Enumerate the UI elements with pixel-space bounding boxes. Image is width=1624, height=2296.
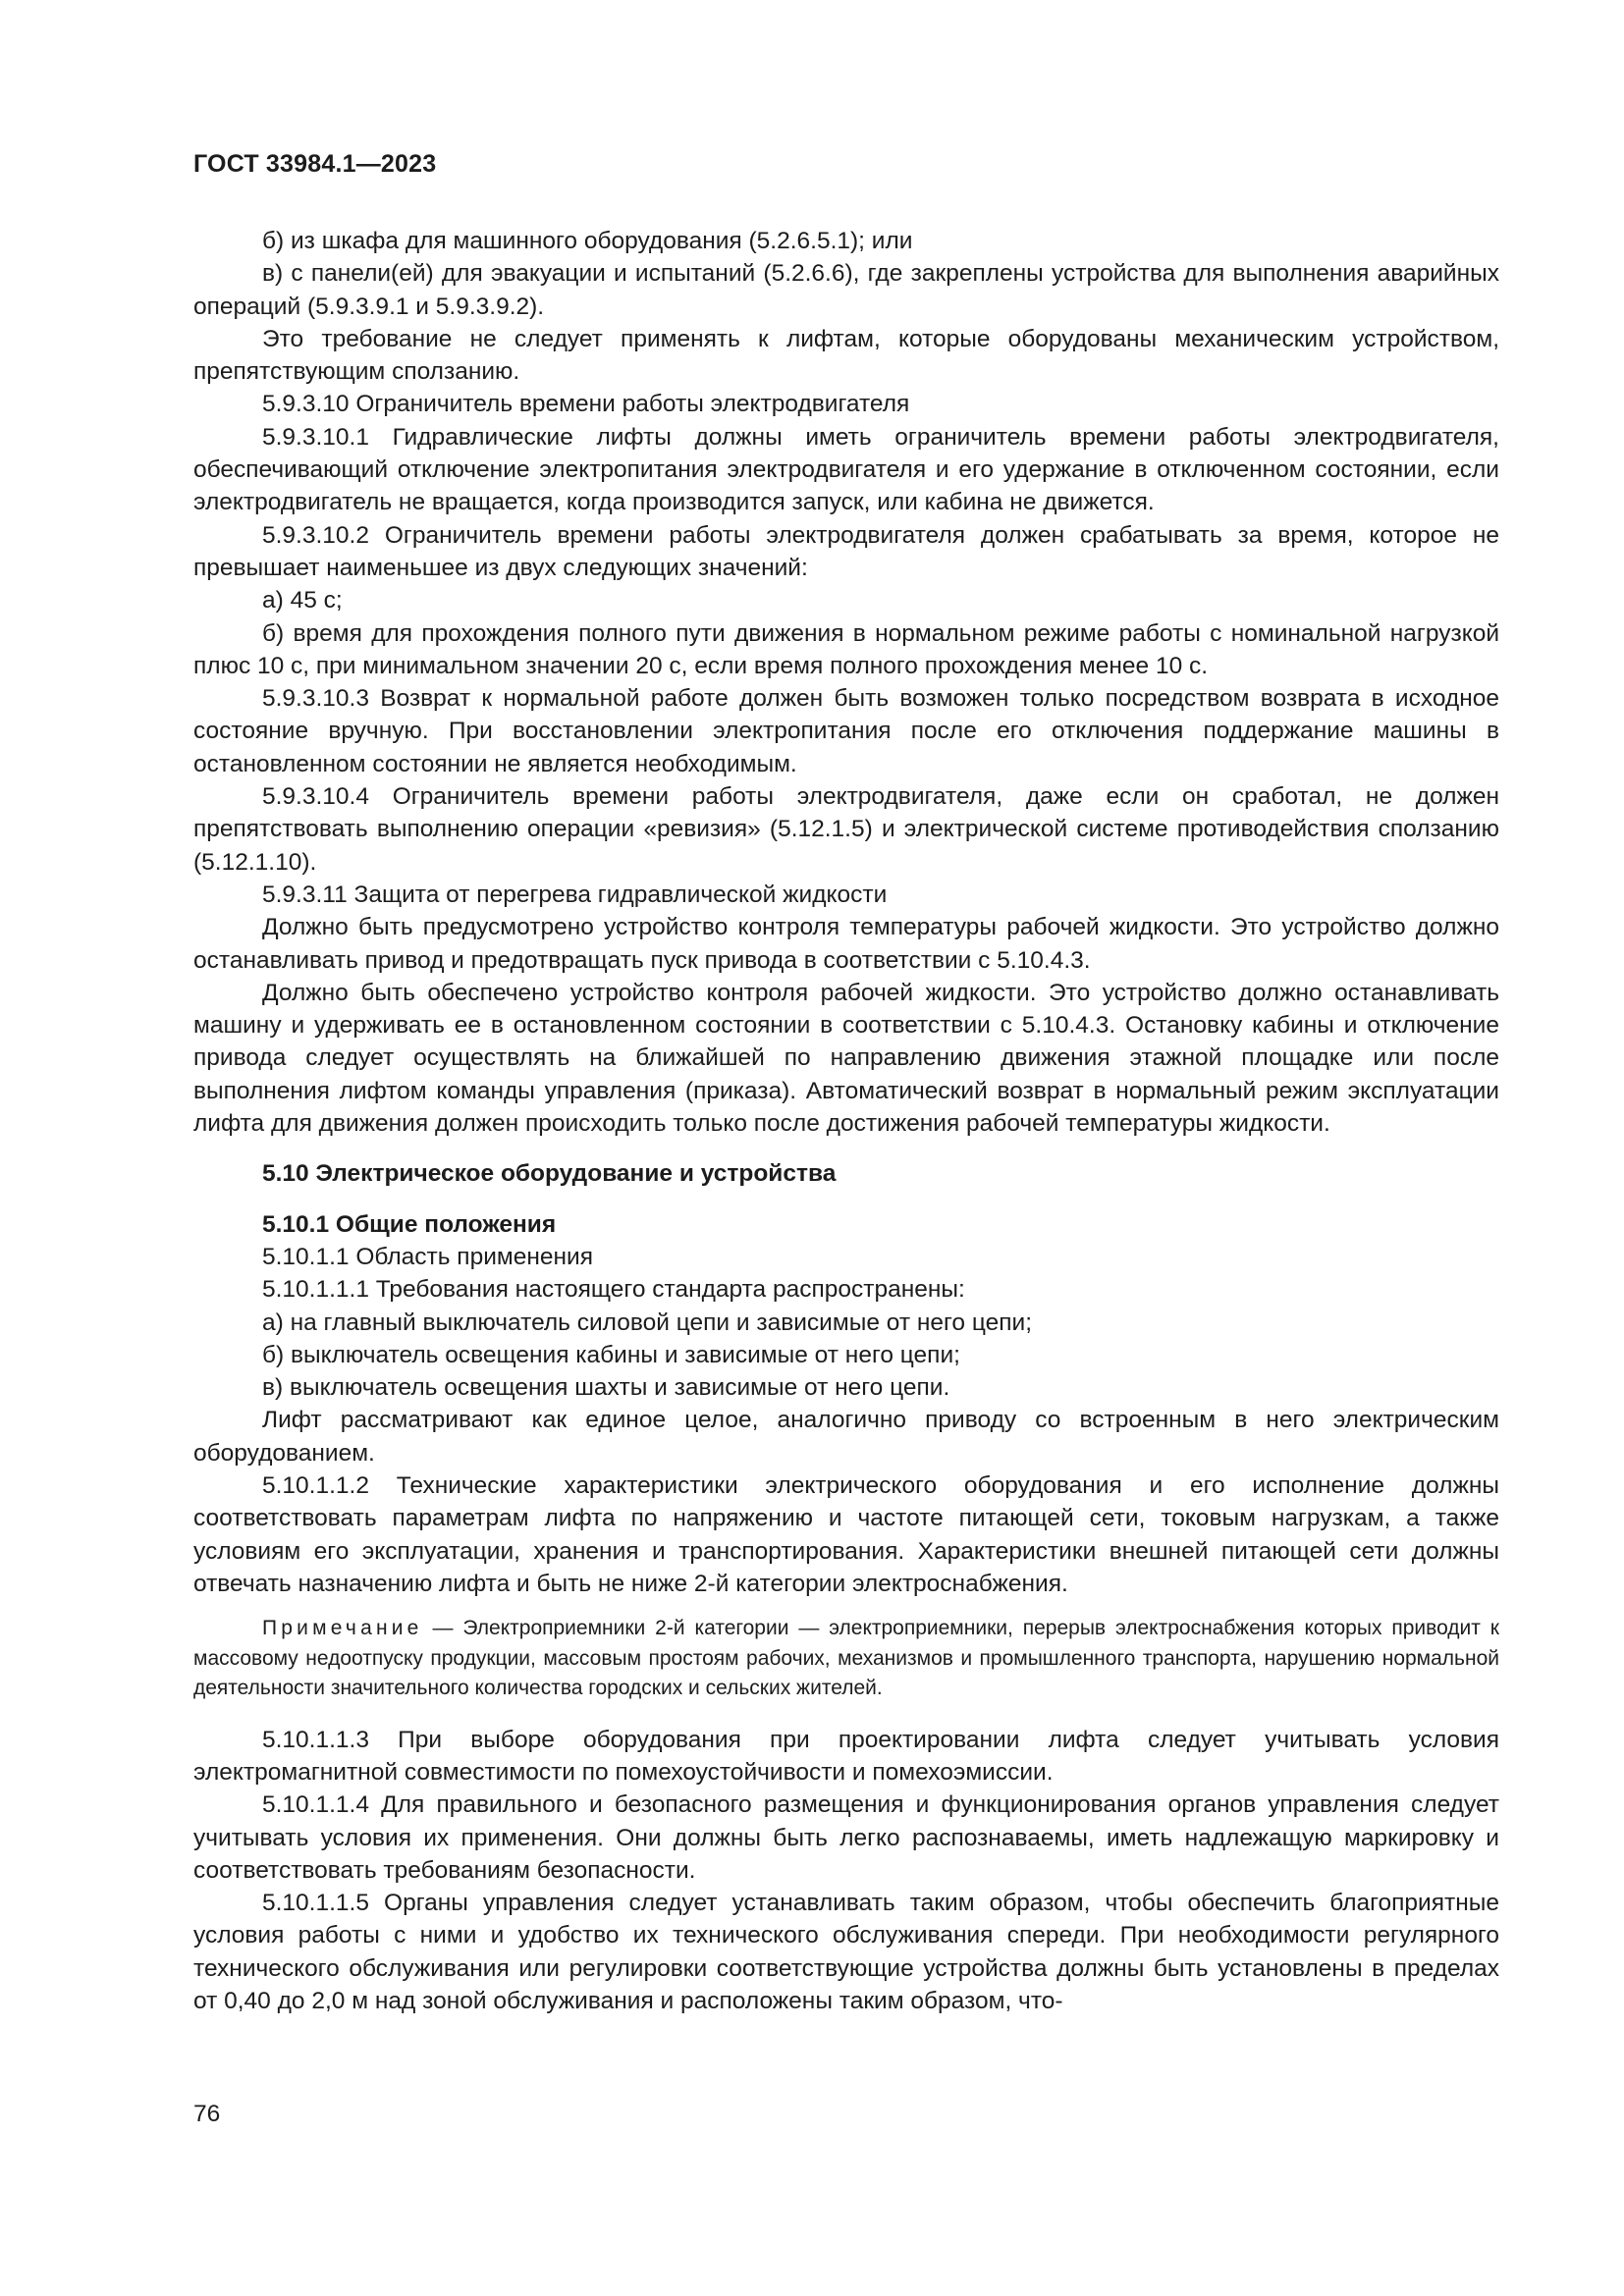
paragraph: 5.10.1.1.4 Для правильного и безопасного размещения и функционирования органов управления следует учитывать условия их применения. Они должны быть легко распознаваемы, иметь надлежащую маркировку и соответствовать требованиям безопасности. [193,1791,1499,1884]
paragraph: 5.9.3.10.4 Ограничитель времени работы электродвигателя, даже если он сработал, не должен препятствовать выполнению операции «ревизия» (5.12.1.5) и электрической системе противодействия сползанию (5.12.1.10). [193,783,1499,876]
document-body [193,225,1499,2017]
list-item: б) время для прохождения полного пути движения в нормальном режиме работы с номинальной нагрузкой плюс 10 с, при минимальном значении 20 с, если время полного прохождения менее 10 с. [193,619,1499,679]
section-heading-5-10: 5.10 Электрическое оборудование и устройства [262,1160,837,1188]
paragraph: Лифт рассматривают как единое целое, аналогично приводу со встроенным в него электрическим оборудованием. [193,1407,1499,1467]
paragraph: 5.10.1.1.3 При выборе оборудования при проектировании лифта следует учитывать условия электромагнитной совместимости по помехоустойчивости и помехоэмиссии. [193,1726,1499,1786]
paragraph: Должно быть обеспечено устройство контроля рабочей жидкости. Это устройство должно останавливать машину и удерживать ее в остановленном состоянии в соответствии с 5.10.4.3. Остановку кабины и отключение привода следует осуществлять на ближайшей по направлению движения этажной площадке или после выполнения лифтом команды управления (приказа). Автоматический возврат в нормальный режим эксплуатации лифта для движения должен происходить только после достижения рабочей температуры жидкости. [193,979,1499,1138]
list-item: б) выключатель освещения кабины и зависимые от него цепи; [262,1341,960,1368]
paragraph: Это требование не следует применять к лифтам, которые оборудованы механическим устройством, препятствующим сползанию. [193,325,1499,386]
paragraph: в) с панели(ей) для эвакуации и испытаний (5.2.6.6), где закреплены устройства для выполнения аварийных операций (5.9.3.9.1 и 5.9.3.9.2). [193,260,1499,320]
paragraph: Должно быть предусмотрено устройство контроля температуры рабочей жидкости. Это устройство должно останавливать привод и предотвращать пуск привода в соответствии с 5.10.4.3. [193,914,1499,974]
note [193,1614,1499,1704]
paragraph: 5.10.1.1.2 Технические характеристики электрического оборудования и его исполнение должны соответствовать параметрам лифта по напряжению и частоте питающей сети, токовым нагрузкам, а также условиям его эксплуатации, хранения и транспортирования. Характеристики внешней питающей сети должны отвечать назначению лифта и быть не ниже 2-й категории электроснабжения. [193,1471,1499,1597]
list-item: а) на главный выключатель силовой цепи и зависимые от него цепи; [262,1308,1032,1336]
standard-title: ГОСТ 33984.1—2023 [193,150,437,178]
paragraph: 5.10.1.1.1 Требования настоящего стандарта распространены: [262,1276,965,1304]
paragraph: 5.10.1.1.5 Органы управления следует устанавливать таким образом, чтобы обеспечить благоприятные условия работы с ними и удобство их технического обслуживания спереди. При необходимости регулярного технического обслуживания или регулировки соответствующие устройства должны быть установлены в пределах от 0,40 до 2,0 м над зоной обслуживания и расположены таким образом, что- [193,1890,1499,2015]
note-text: — Электроприемники 2-й категории — электроприемники, перерыв электроснабжения которых приводит к массовому недоотпуску продукции, массовым простоям рабочих, механизмов и промышленного транспорта, нарушению нормальной деятельности значительного количества городских и сельских жителей. [193,1617,1499,1700]
subsection-heading-5-10-1: 5.10.1 Общие положения [262,1210,557,1238]
paragraph: 5.9.3.10.3 Возврат к нормальной работе должен быть возможен только посредством возврата в исходное состояние вручную. При восстановлении электропитания после его отключения поддержание машины в остановленном состоянии не является необходимым. [193,685,1499,777]
list-item: а) 45 с; [262,587,343,614]
paragraph: 5.10.1.1 Область применения [262,1243,593,1270]
list-item: в) выключатель освещения шахты и зависимые от него цепи. [262,1374,950,1402]
section-title-5-9-3-11: 5.9.3.11 Защита от перегрева гидравлической жидкости [262,881,888,908]
section-title-5-9-3-10: 5.9.3.10 Ограничитель времени работы электродвигателя [262,391,910,418]
paragraph: б) из шкафа для машинного оборудования (5.2.6.5.1); или [262,228,913,254]
note-label: Примечание [262,1617,423,1640]
paragraph: 5.9.3.10.2 Ограничитель времени работы электродвигателя должен срабатывать за время, которое не превышает наименьшее из двух следующих значений: [193,521,1499,581]
page-number: 76 [193,2101,221,2127]
paragraph: 5.9.3.10.1 Гидравлические лифты должны иметь ограничитель времени работы электродвигателя, обеспечивающий отключение электропитания электродвигателя и его удержание в отключенном состоянии, если электродвигатель не вращается, когда производится запуск, или кабина не движется. [193,423,1499,516]
